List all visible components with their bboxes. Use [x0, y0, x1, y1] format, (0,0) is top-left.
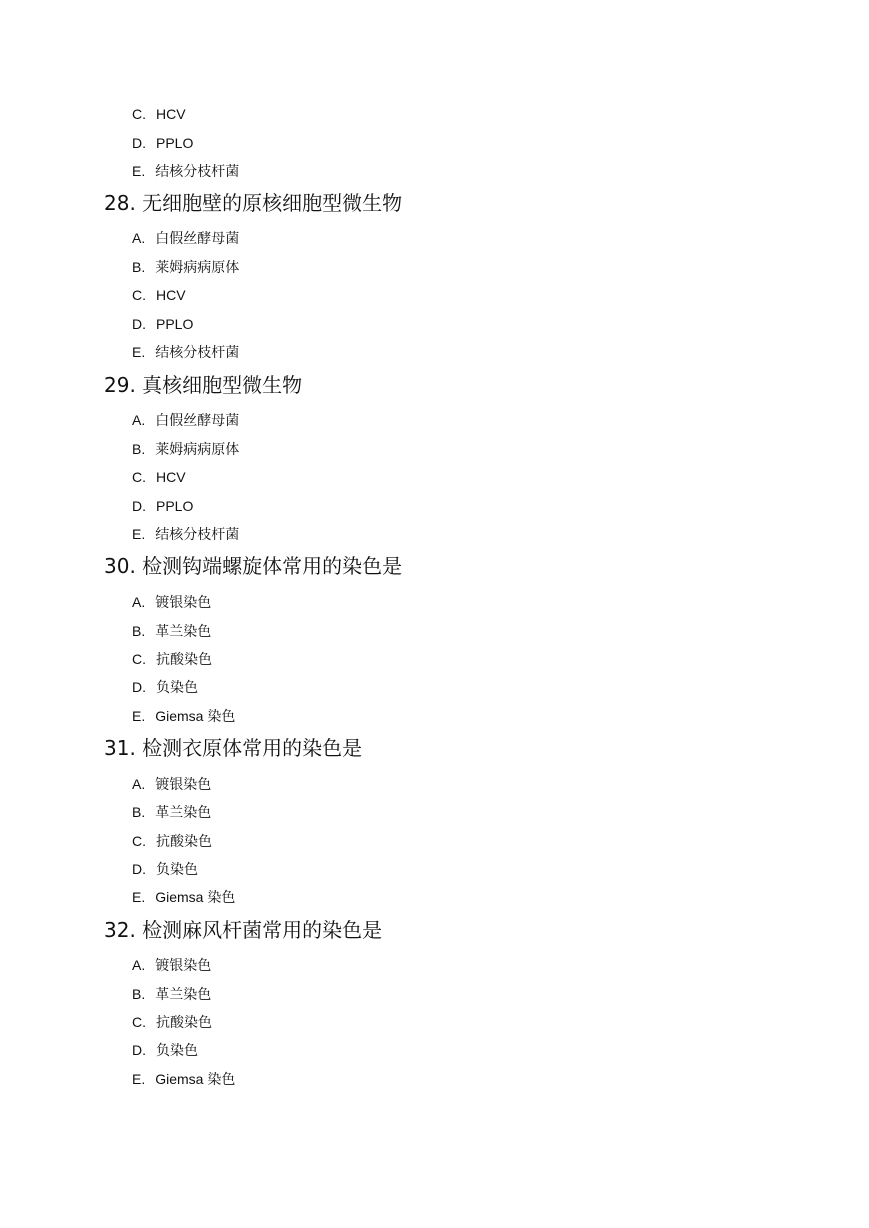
option-text: 结核分枝杆菌 — [155, 526, 240, 542]
option-letter: A. — [132, 594, 146, 610]
option-item — [132, 411, 239, 429]
option-text: PPLO — [156, 316, 194, 332]
option-letter: D. — [132, 316, 146, 332]
option-item — [132, 832, 212, 850]
question-title: 30. 检测钩端螺旋体常用的染色是 — [104, 554, 403, 578]
option-item — [132, 803, 211, 821]
option-text: 镀银染色 — [155, 776, 212, 792]
option-letter: C. — [132, 651, 146, 667]
option-item — [132, 286, 186, 304]
option-letter: A. — [132, 230, 146, 246]
option-text: 负染色 — [156, 861, 198, 877]
option-item — [132, 497, 193, 515]
option-text: 白假丝酵母菌 — [155, 412, 240, 428]
option-item — [132, 622, 211, 640]
option-item — [132, 775, 211, 793]
question-title: 29. 真核细胞型微生物 — [104, 373, 303, 397]
option-letter: D. — [132, 861, 146, 877]
option-text: 负染色 — [156, 679, 198, 695]
option-letter: B. — [132, 441, 146, 457]
option-letter: C. — [132, 469, 146, 485]
option-letter: D. — [132, 1042, 146, 1058]
option-text: PPLO — [156, 498, 194, 514]
option-text: HCV — [156, 287, 186, 303]
option-letter: E. — [132, 708, 146, 724]
option-item — [132, 343, 239, 361]
option-item — [132, 956, 211, 974]
option-item — [132, 162, 239, 180]
option-text: 抗酸染色 — [156, 651, 212, 667]
option-text: Giemsa 染色 — [155, 889, 236, 905]
option-text: 革兰染色 — [155, 804, 212, 820]
option-letter: A. — [132, 776, 146, 792]
option-text: 抗酸染色 — [156, 833, 212, 849]
option-item — [132, 678, 198, 696]
option-text: 结核分枝杆菌 — [155, 344, 240, 360]
option-item — [132, 468, 186, 486]
option-letter: D. — [132, 679, 146, 695]
option-letter: D. — [132, 135, 146, 151]
option-letter: A. — [132, 957, 146, 973]
option-letter: B. — [132, 259, 146, 275]
option-text: HCV — [156, 106, 186, 122]
option-item — [132, 258, 239, 276]
option-item — [132, 707, 235, 725]
question-title: 31. 检测衣原体常用的染色是 — [104, 736, 363, 760]
option-text: Giemsa 染色 — [155, 708, 236, 724]
option-item — [132, 888, 235, 906]
option-text: 莱姆病病原体 — [155, 441, 240, 457]
option-letter: C. — [132, 833, 146, 849]
question-title: 28. 无细胞壁的原核细胞型微生物 — [104, 191, 403, 215]
option-item — [132, 650, 212, 668]
option-letter: C. — [132, 106, 146, 122]
option-text: 抗酸染色 — [156, 1014, 212, 1030]
option-text: 结核分枝杆菌 — [155, 163, 240, 179]
option-letter: C. — [132, 1014, 146, 1030]
option-text: 镀银染色 — [155, 594, 212, 610]
question-title: 32. 检测麻风杆菌常用的染色是 — [104, 918, 383, 942]
option-item — [132, 593, 211, 611]
option-item — [132, 105, 186, 123]
option-item — [132, 315, 193, 333]
option-item — [132, 1013, 212, 1031]
option-letter: E. — [132, 526, 146, 542]
option-item — [132, 1041, 198, 1059]
option-item — [132, 985, 211, 1003]
option-letter: C. — [132, 287, 146, 303]
option-letter: E. — [132, 163, 146, 179]
option-letter: B. — [132, 804, 146, 820]
option-text: PPLO — [156, 135, 194, 151]
option-letter: E. — [132, 344, 146, 360]
option-item — [132, 229, 239, 247]
option-item — [132, 860, 198, 878]
option-text: 革兰染色 — [155, 623, 212, 639]
option-item — [132, 134, 193, 152]
option-text: Giemsa 染色 — [155, 1071, 236, 1087]
option-letter: E. — [132, 1071, 146, 1087]
option-text: 白假丝酵母菌 — [155, 230, 240, 246]
option-text: 莱姆病病原体 — [155, 259, 240, 275]
option-letter: D. — [132, 498, 146, 514]
option-item — [132, 440, 239, 458]
option-letter: B. — [132, 623, 146, 639]
option-item — [132, 1070, 235, 1088]
option-text: 负染色 — [156, 1042, 198, 1058]
option-letter: A. — [132, 412, 146, 428]
option-letter: B. — [132, 986, 146, 1002]
option-text: 革兰染色 — [155, 986, 212, 1002]
option-text: 镀银染色 — [155, 957, 212, 973]
option-letter: E. — [132, 889, 146, 905]
option-item — [132, 525, 239, 543]
option-text: HCV — [156, 469, 186, 485]
